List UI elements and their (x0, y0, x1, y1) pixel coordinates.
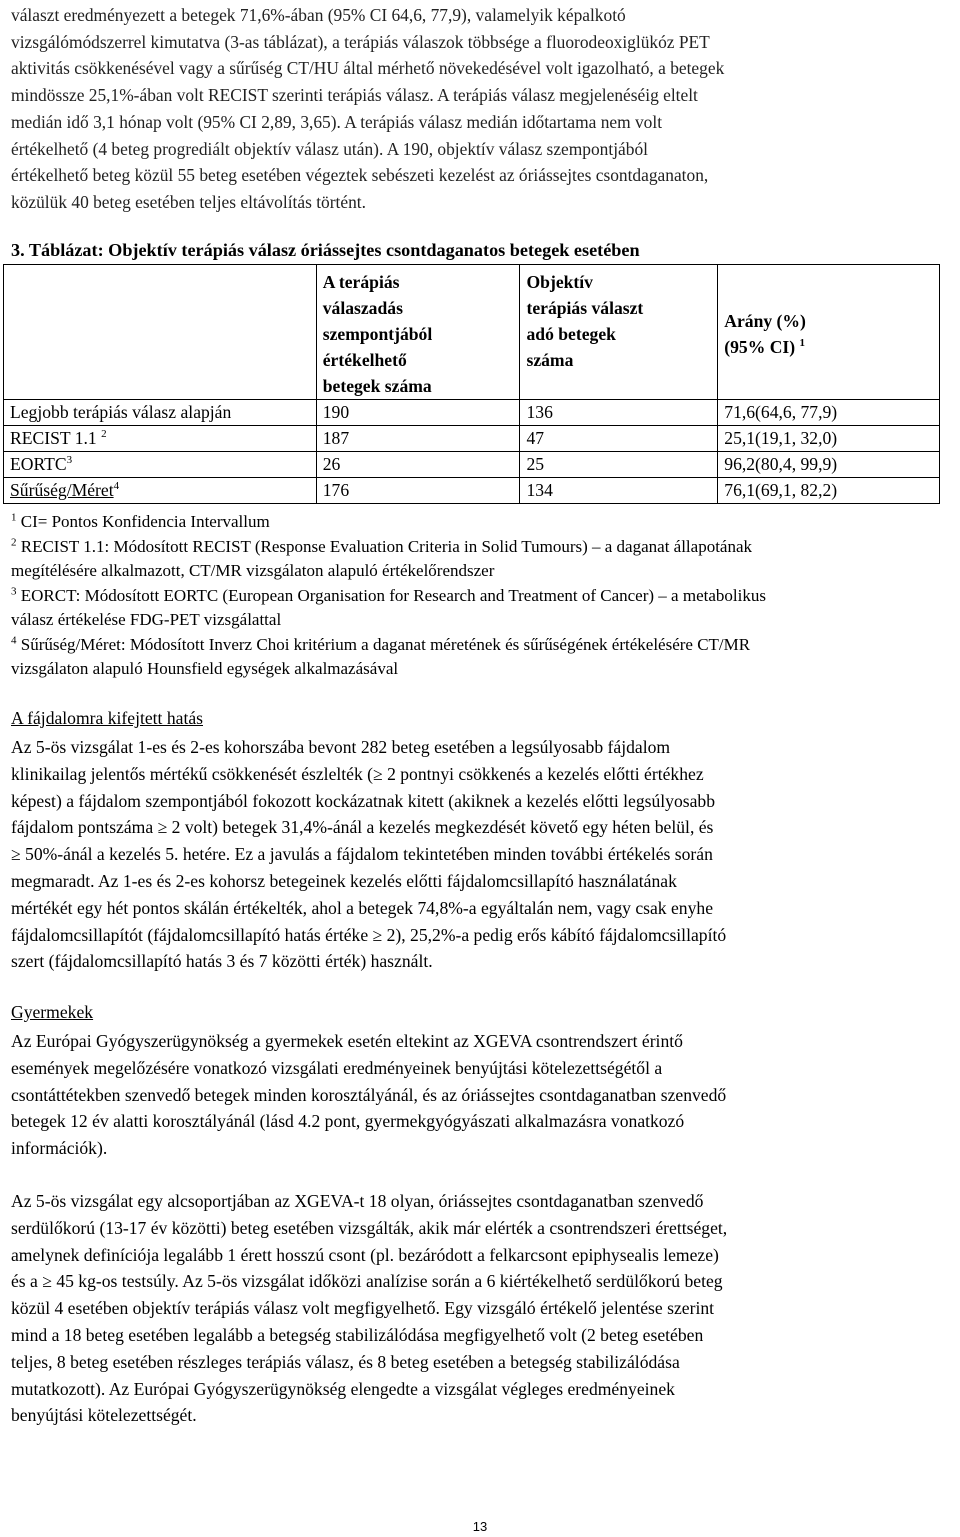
table-row (4, 452, 940, 478)
table-caption: 3. Táblázat: Objektív terápiás válasz óriássejtes csontdaganatos betegek esetében (11, 240, 640, 260)
header-line: terápiás választ (526, 298, 644, 318)
row-label: Legjobb terápiás válasz alapján (4, 400, 317, 426)
text-line: aktivitás csökkenésével vagy a sűrűség CT/HU által mérhető növekedésével volt igazolható, a betegek (11, 58, 725, 79)
cell-evaluable: 26 (316, 452, 520, 478)
footnote-1: $^1$ CI= Pontos Konfidencia Intervallum (11, 511, 270, 531)
row-label: EORTC$^3$ (4, 452, 317, 478)
cell-evaluable: 187 (316, 426, 520, 452)
children-paragraph-1: Az Európai Gyógyszerügynökség a gyermekek esetén eltekint az XGEVA csontrendszert érintő események megelőzésére vonatkozó vizsgálati eredményeinek benyújtási kötelezettségétől a csontáttétekben szenvedő betegek minden korosztályánál, és az óriássejtes csontdaganatban szenvedő betegek 12 év alatti korosztályánál (lásd 4.2 pont, gyermekgyógyászati alkalmazásra vonatkozó információk). (11, 1031, 727, 1159)
pain-paragraph: Az 5-ös vizsgálat 1-es és 2-es kohorszába bevont 282 beteg esetében a legsúlyosabb fájdalom klinikailag jelentős mértékű csökkenését észlelték (≥ 2 pontnyi csökkenés a kezelés előtti értékhez képest) a fájdalom szempontjából fokozott kockázatnak kitett (akiknek a kezelés előtti legsúlyosabb fájdalom pontszáma ≥ 2 volt) betegek 31,4%-ánál a kezelés megkezdését követő egy héten belül, és ≥ 50%-ánál a kezelés 5. hetére. Ez a javulás a fájdalom tekintetében minden további értékelés során megmaradt. Az 1-es és 2-es kohorsz betegeinek kezelés előtti fájdalomcsillapító használatának mértékét egy hét pontos skálán értékelték, ahol a betegek 74,8%-a egyáltalán nem, vagy csak enyhe fájdalomcsillapítót (fájdalomcsillapító hatás értéke ≥ 2), 25,2%-a pedig erős kábító fájdalomcsillapító szert (fájdalomcsillapító hatás 3 és 7 közötti érték) használt. (11, 737, 727, 972)
header-responders (520, 265, 718, 400)
header-line: értékelhető (322, 350, 407, 370)
row-label: Sűrűség/Méret$^4$ (4, 478, 317, 504)
header-line: szempontjából (322, 324, 433, 344)
page-number: 13 (472, 1519, 488, 1534)
response-table (3, 264, 940, 504)
table-row (4, 400, 940, 426)
section-heading-pain: A fájdalomra kifejtett hatás (11, 708, 203, 728)
header-line: betegek száma (322, 376, 432, 396)
cell-responders: 47 (520, 426, 718, 452)
table-row (4, 426, 940, 452)
footnote-3: $^3$ EORCT: Módosított EORTC (European Organisation for Research and Treatment of Cancer) – a metabolikus válasz értékelése FDG-PET vizsgálattal (11, 585, 766, 629)
intro-paragraph (11, 2, 941, 216)
cell-responders: 136 (520, 400, 718, 426)
table-row (4, 478, 940, 504)
text-line: medián idő 3,1 hónap volt (95% CI 2,89, 3,65). A terápiás válasz medián időtartama nem volt (11, 111, 663, 132)
text-line: választ eredményezett a betegek 71,6%-ában (95% CI 64,6, 77,9), valamelyik képalkotó (11, 5, 626, 25)
cell-ratio: 25,1(19,1, 32,0) (718, 426, 940, 452)
row-label: RECIST 1.1 $^2$ (4, 426, 317, 452)
text-line: közülük 40 beteg esetében teljes eltávolítás történt. (11, 191, 366, 212)
section-heading-children: Gyermekek (11, 1002, 94, 1022)
children-paragraph-2: Az 5-ös vizsgálat egy alcsoportjában az XGEVA-t 18 olyan, óriássejtes csontdaganatban szenvedő serdülőkorú (13-17 év közötti) beteg esetében vizsgálták, akik már elérték a csontrendszeri érettséget, amelynek definíciója legalább 1 érett hosszú csont (pl. bezáródott a felkarcsont epiphysealis lemeze) és a ≥ 45 kg-os testsúly. Az 5-ös vizsgálat időközi analízise során a 6 kiértékelhető serdülőkorú beteg közül 4 esetében objektív terápiás válasz volt megfigyelhető. Egy vizsgáló értékelő jelentése szerint mind a 18 beteg esetében legalább a betegség stabilizálódása megfigyelhető volt (2 beteg esetében teljes, 8 beteg esetében részleges terápiás válasz, és 8 beteg esetében a betegség stabilizálódása mutatkozott). Az Európai Gyógyszerügynökség elengedte a vizsgálat végleges eredményeinek benyújtási kötelezettségét. (11, 1191, 728, 1426)
cell-evaluable: 176 (316, 478, 520, 504)
footnote-4: $^4$ Sűrűség/Méret: Módosított Inverz Choi kritérium a daganat méretének és sűrűségének értékelésére CT/MR vizsgálaton alapuló Hounsfield egységek alkalmazásával (11, 634, 751, 678)
text-line: értékelhető (4 beteg progrediált objektív válasz után). A 190, objektív válasz szempontjából (11, 138, 648, 159)
cell-responders: 25 (520, 452, 718, 478)
header-line: A terápiás (322, 272, 400, 292)
header-ratio (718, 265, 940, 400)
footnote-2: $^2$ RECIST 1.1: Módosított RECIST (Response Evaluation Criteria in Solid Tumours) – a daganat állapotának megítélésére alkalmazott, CT/MR vizsgálaton alapuló értékelőrendszer (11, 536, 753, 580)
table-header-row (4, 265, 940, 400)
header-line: válaszadás (322, 298, 403, 318)
header-line: (95% CI) $^1$ (724, 337, 806, 357)
header-line: adó betegek (526, 324, 616, 344)
text-line: mindössze 25,1%-ában volt RECIST szerinti terápiás válasz. A terápiás válasz megjelenéséig eltelt (11, 85, 698, 106)
header-line: száma (526, 350, 574, 370)
header-empty-cell (4, 265, 317, 400)
header-line: Objektív (526, 272, 593, 292)
cell-evaluable: 190 (316, 400, 520, 426)
cell-ratio: 71,6(64,6, 77,9) (718, 400, 940, 426)
header-evaluable (316, 265, 520, 400)
cell-responders: 134 (520, 478, 718, 504)
cell-ratio: 96,2(80,4, 99,9) (718, 452, 940, 478)
text-line: vizsgálómódszerrel kimutatva (3-as táblázat), a terápiás válaszok többsége a fluorodeoxiglükóz PET (11, 31, 710, 52)
header-line: Arány (%) (724, 311, 806, 331)
text-line: értékelhető beteg közül 55 beteg esetében végeztek sebészeti kezelést az óriássejtes csontdaganaton, (11, 165, 709, 186)
cell-ratio: 76,1(69,1, 82,2) (718, 478, 940, 504)
